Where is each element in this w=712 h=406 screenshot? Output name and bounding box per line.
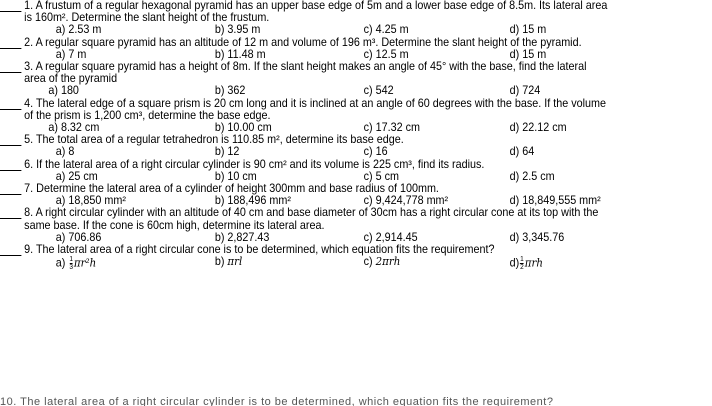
option-c[interactable]: c) 9,424,778 mm² [363, 194, 449, 208]
partial-next-question: 10. The lateral area of a right circular cylinder is to be determined, which equation fits the requirement? [0, 396, 554, 406]
option-d[interactable] [510, 256, 543, 271]
question-9-text: 9. The lateral area of a right circular cone is to be determined, which equation fits the requirement? [24, 242, 495, 256]
question-9 [0, 244, 662, 271]
question-5-text: 5. The total area of a regular tetrahedron is 110.85 m², determine its base edge. [24, 133, 404, 147]
answer-blank-3[interactable] [0, 72, 21, 73]
option-a-fraction [69, 256, 73, 271]
question-7-text: 7. Determine the lateral area of a cylinder of height 300mm and base radius of 100mm. [24, 181, 439, 195]
fraction-numerator: 1 [520, 256, 524, 264]
option-d-expression: πrh [524, 256, 543, 270]
option-b[interactable]: b) 3.95 m [214, 23, 261, 37]
question-8-text-cont: same base. If the cone is 60cm high, determine its lateral area. [24, 218, 325, 232]
question-6 [0, 159, 662, 183]
option-b[interactable]: b) 188,496 mm² [214, 194, 291, 208]
question-1 [0, 0, 662, 37]
option-c[interactable] [364, 256, 401, 268]
option-a[interactable]: a) 25 cm [55, 169, 98, 183]
answer-blank-9[interactable] [0, 255, 21, 256]
option-c-label: c) [363, 255, 373, 269]
question-3-text-cont: area of the pyramid [24, 72, 118, 86]
option-d[interactable]: d) 22.12 cm [509, 120, 567, 134]
option-b[interactable]: b) 11.48 m [214, 47, 266, 61]
option-a[interactable]: a) 18,850 mm² [55, 194, 126, 208]
option-d[interactable]: d) 3,345.76 [509, 230, 565, 244]
option-b[interactable]: b) 362 [214, 84, 246, 98]
question-3-text: 3. A regular square pyramid has a height of 8m. If the slant height makes an angle of 45° with the base, find the lateral [24, 59, 587, 73]
answer-blank-6[interactable] [0, 170, 21, 171]
option-a[interactable] [56, 256, 96, 271]
option-c-expression: 2πrh [375, 255, 401, 269]
question-8 [0, 207, 662, 244]
option-a[interactable]: a) 7 m [55, 47, 87, 61]
option-b[interactable]: b) 2,827.43 [214, 230, 270, 244]
fraction-denominator: 3 [69, 264, 73, 272]
option-a[interactable]: a) 8.32 cm [48, 120, 100, 134]
option-b[interactable]: b) 10 cm [214, 169, 257, 183]
answer-blank-7[interactable] [0, 194, 21, 195]
answer-blank-1[interactable] [0, 11, 21, 12]
question-2-text: 2. A regular square pyramid has an altitude of 12 m and volume of 196 m³. Determine the slant height of the pyramid. [24, 35, 582, 49]
question-5-options [24, 146, 662, 158]
option-a-label: a) [55, 256, 66, 270]
option-c[interactable]: c) 542 [363, 84, 394, 98]
option-d[interactable]: d) 18,849,555 mm² [509, 194, 601, 208]
option-b[interactable] [215, 256, 242, 268]
fraction-denominator: 2 [520, 264, 524, 272]
option-d-fraction [520, 256, 524, 271]
option-a[interactable]: a) 706.86 [55, 230, 102, 244]
option-d-label: d) [509, 256, 520, 270]
option-a[interactable]: a) 180 [48, 84, 79, 98]
question-9-options [24, 256, 662, 271]
question-8-text: 8. A right circular cylinder with an altitude of 40 cm and base diameter of 30cm has a right circular cone at its top with the [24, 206, 599, 220]
option-a[interactable]: a) 8 [55, 145, 75, 159]
option-c[interactable]: c) 4.25 m [363, 23, 409, 37]
option-d[interactable]: d) 724 [509, 84, 541, 98]
option-d[interactable]: d) 64 [509, 145, 535, 159]
option-b-label: b) [214, 255, 225, 269]
question-6-text: 6. If the lateral area of a right circular cylinder is 90 cm² and its volume is 225 cm³, find its radius. [24, 157, 485, 171]
question-2 [0, 37, 662, 61]
answer-blank-5[interactable] [0, 145, 21, 146]
option-d[interactable]: d) 15 m [509, 23, 547, 37]
answer-blank-2[interactable] [0, 48, 21, 49]
question-3 [0, 61, 662, 98]
option-c[interactable]: c) 5 cm [363, 169, 399, 183]
option-b[interactable]: b) 12 [214, 145, 240, 159]
option-c[interactable]: c) 16 [363, 145, 388, 159]
option-c[interactable]: c) 12.5 m [363, 47, 409, 61]
question-1-text: 1. A frustum of a regular hexagonal pyramid has an upper base edge of 5m and a lower base edge of 8.5m. Its lateral area [24, 0, 608, 12]
question-4 [0, 98, 662, 135]
option-a[interactable]: a) 2.53 m [55, 23, 102, 37]
answer-blank-8[interactable] [0, 218, 21, 219]
question-5 [0, 134, 662, 158]
option-c[interactable]: c) 17.32 cm [363, 120, 420, 134]
question-1-options [24, 24, 662, 36]
question-7 [0, 183, 662, 207]
answer-blank-4[interactable] [0, 109, 21, 110]
option-b-expression: πrl [227, 255, 243, 269]
option-d[interactable]: d) 2.5 cm [509, 169, 555, 183]
fraction-numerator: 1 [69, 256, 73, 264]
option-c[interactable]: c) 2,914.45 [363, 230, 418, 244]
question-4-text-cont: of the prism is 1,200 cm³, determine the base edge. [24, 108, 271, 122]
option-a-expression: πr²h [73, 256, 97, 270]
option-d[interactable]: d) 15 m [509, 47, 547, 61]
option-b[interactable]: b) 10.00 cm [214, 120, 272, 134]
question-4-text: 4. The lateral edge of a square prism is 20 cm long and it is inclined at an angle of 60 degrees with the base. If the volume [24, 96, 606, 110]
question-1-text-cont: is 160m². Determine the slant height of the frustum. [24, 11, 270, 25]
question-3-options [24, 85, 662, 97]
